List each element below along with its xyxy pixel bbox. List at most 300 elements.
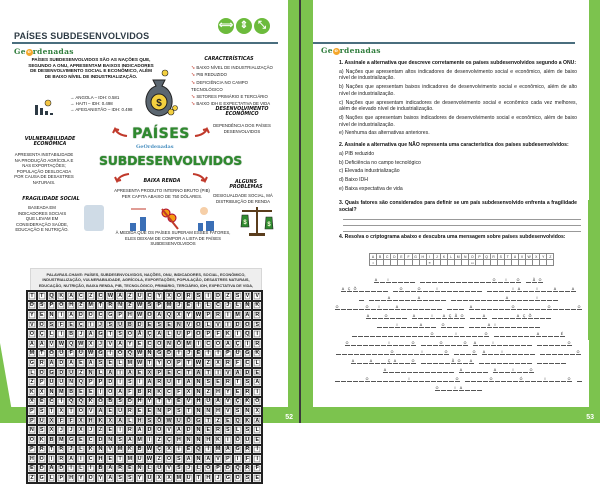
cryptogram-slot[interactable]: [401, 323, 406, 328]
word-search-cell[interactable]: X: [105, 416, 115, 426]
word-search-cell[interactable]: V: [105, 445, 115, 455]
word-search-cell[interactable]: Q: [66, 339, 76, 349]
word-search-cell[interactable]: E: [145, 320, 155, 330]
word-search-cell[interactable]: D: [96, 435, 106, 445]
cryptogram-slot[interactable]: [341, 305, 346, 310]
word-search-cell[interactable]: I: [56, 397, 66, 407]
cryptogram-slot[interactable]: [476, 314, 481, 319]
word-search-cell[interactable]: A: [66, 358, 76, 368]
answer-line[interactable]: [343, 219, 581, 220]
word-search-cell[interactable]: A: [37, 339, 47, 349]
word-search-cell[interactable]: M: [164, 301, 174, 311]
cryptogram-slot[interactable]: [353, 287, 358, 292]
cryptogram-slot[interactable]: [363, 341, 368, 346]
cryptogram-slot[interactable]: [436, 314, 441, 319]
cryptogram-slot[interactable]: [535, 323, 540, 328]
cryptogram-slot[interactable]: [546, 314, 551, 319]
word-search-cell[interactable]: O: [174, 291, 184, 301]
cryptogram-slot[interactable]: [503, 341, 508, 346]
cryptogram-slot[interactable]: [553, 287, 558, 292]
word-search-cell[interactable]: Y: [154, 291, 164, 301]
word-search-cell[interactable]: V: [164, 464, 174, 474]
cryptogram-slot[interactable]: [459, 386, 464, 391]
word-search-cell[interactable]: Z: [76, 301, 86, 311]
cryptogram-slot[interactable]: [359, 287, 364, 292]
cryptogram-slot[interactable]: [348, 350, 353, 355]
word-search-cell[interactable]: G: [243, 349, 253, 359]
cryptogram-slot[interactable]: [417, 296, 422, 301]
cryptogram-slot[interactable]: [471, 368, 476, 373]
word-search-cell[interactable]: W: [76, 339, 86, 349]
word-search-cell[interactable]: I: [203, 349, 213, 359]
word-search-cell[interactable]: C: [213, 301, 223, 311]
cipher-code[interactable]: [412, 260, 419, 266]
cryptogram-slot[interactable]: [405, 296, 410, 301]
word-search-cell[interactable]: A: [145, 377, 155, 387]
cryptogram-slot[interactable]: [419, 323, 424, 328]
word-search-cell[interactable]: A: [47, 464, 57, 474]
word-search-cell[interactable]: I: [213, 368, 223, 378]
word-search-cell[interactable]: S: [115, 473, 125, 483]
word-search-cell[interactable]: U: [243, 435, 253, 445]
cryptogram-slot[interactable]: [489, 377, 494, 382]
cryptogram-slot[interactable]: [418, 332, 423, 337]
cryptogram-slot[interactable]: [529, 323, 534, 328]
word-search-cell[interactable]: J: [96, 339, 106, 349]
cryptogram-slot[interactable]: [425, 377, 430, 382]
word-search-cell[interactable]: P: [164, 406, 174, 416]
word-search-cell[interactable]: R: [56, 454, 66, 464]
word-search-cell[interactable]: E: [76, 435, 86, 445]
option-a[interactable]: a) Nações que apresentam altos indicadores de desenvolvimento social e econômico, além de baixo nível de industrialização.: [339, 68, 577, 82]
cryptogram-slot[interactable]: [402, 350, 407, 355]
word-search-cell[interactable]: P: [27, 445, 37, 455]
word-search-cell[interactable]: A: [105, 464, 115, 474]
word-search-cell[interactable]: S: [252, 320, 262, 330]
option-b[interactable]: b) Nações que apresentam baixos indicadores de desenvolvimento social e econômico, além de alto nível de industrialização.: [339, 84, 577, 97]
cryptogram-slot[interactable]: [485, 341, 490, 346]
cryptogram-slot[interactable]: [505, 305, 510, 310]
word-search-cell[interactable]: J: [174, 301, 184, 311]
cryptogram-slot[interactable]: [465, 368, 470, 373]
word-search-cell[interactable]: I: [223, 310, 233, 320]
word-search-cell[interactable]: L: [27, 368, 37, 378]
cryptogram-slot[interactable]: [477, 377, 482, 382]
word-search-cell[interactable]: C: [96, 291, 106, 301]
word-search-cell[interactable]: M: [125, 454, 135, 464]
cryptogram-slot[interactable]: [354, 350, 359, 355]
word-search-cell[interactable]: O: [37, 454, 47, 464]
cryptogram-slot[interactable]: [475, 305, 480, 310]
word-search-cell[interactable]: I: [86, 320, 96, 330]
cryptogram-slot[interactable]: [561, 341, 566, 346]
word-search-cell[interactable]: E: [76, 358, 86, 368]
word-search-cell[interactable]: X: [27, 397, 37, 407]
word-search-cell[interactable]: T: [184, 358, 194, 368]
cryptogram-slot[interactable]: [481, 323, 486, 328]
word-search-cell[interactable]: R: [105, 301, 115, 311]
cryptogram-slot[interactable]: [377, 377, 382, 382]
cryptogram-slot[interactable]: [534, 314, 539, 319]
cryptogram-slot[interactable]: [394, 332, 399, 337]
word-search-cell[interactable]: I: [76, 454, 86, 464]
cryptogram-slot[interactable]: [417, 287, 422, 292]
cryptogram-slot[interactable]: [576, 350, 581, 355]
word-search-cell[interactable]: G: [66, 435, 76, 445]
word-search-cell[interactable]: N: [194, 454, 204, 464]
cryptogram-slot[interactable]: [389, 377, 394, 382]
cryptogram-slot[interactable]: [447, 323, 452, 328]
cryptogram-slot[interactable]: [535, 296, 540, 301]
cryptogram-slot[interactable]: [477, 287, 482, 292]
word-search-cell[interactable]: R: [243, 387, 253, 397]
word-search-cell[interactable]: A: [115, 291, 125, 301]
word-search-cell[interactable]: X: [174, 310, 184, 320]
cryptogram-slot[interactable]: [505, 296, 510, 301]
cryptogram-slot[interactable]: [465, 377, 470, 382]
word-search-cell[interactable]: I: [145, 435, 155, 445]
cryptogram-slot[interactable]: [383, 287, 388, 292]
cryptogram-slot[interactable]: [365, 377, 370, 382]
word-search-cell[interactable]: I: [252, 445, 262, 455]
cryptogram-slot[interactable]: [525, 377, 530, 382]
word-search-cell[interactable]: X: [164, 473, 174, 483]
word-search-cell[interactable]: I: [115, 377, 125, 387]
cryptogram-slot[interactable]: [486, 278, 491, 283]
word-search-cell[interactable]: Ç: [154, 445, 164, 455]
word-search-cell[interactable]: O: [56, 301, 66, 311]
word-search-cell[interactable]: G: [96, 329, 106, 339]
cryptogram-slot[interactable]: [445, 341, 450, 346]
cryptogram-slot[interactable]: [532, 278, 537, 283]
word-search-cell[interactable]: C: [145, 291, 155, 301]
word-search-cell[interactable]: N: [174, 320, 184, 330]
word-search-cell[interactable]: F: [66, 349, 76, 359]
cryptogram-slot[interactable]: [370, 332, 375, 337]
cryptogram-slot[interactable]: [454, 350, 459, 355]
word-search-cell[interactable]: H: [86, 416, 96, 426]
cryptogram-slot[interactable]: [431, 305, 436, 310]
cryptogram-slot[interactable]: [401, 377, 406, 382]
cryptogram-slot[interactable]: [513, 377, 518, 382]
cryptogram-slot[interactable]: [537, 377, 542, 382]
cryptogram-slot[interactable]: [460, 350, 465, 355]
cryptogram-slot[interactable]: [442, 314, 447, 319]
cryptogram-slot[interactable]: [537, 359, 542, 364]
word-search-cell[interactable]: L: [233, 425, 243, 435]
cryptogram-slot[interactable]: [453, 386, 458, 391]
cryptogram-slot[interactable]: [381, 341, 386, 346]
word-search-cell[interactable]: E: [164, 320, 174, 330]
cryptogram-slot[interactable]: [365, 305, 370, 310]
word-search-cell[interactable]: B: [125, 320, 135, 330]
cryptogram-slot[interactable]: [548, 332, 553, 337]
word-search-cell[interactable]: D: [56, 368, 66, 378]
word-search-cell[interactable]: V: [213, 320, 223, 330]
cryptogram-slot[interactable]: [441, 323, 446, 328]
word-search-cell[interactable]: F: [174, 387, 184, 397]
word-search-cell[interactable]: S: [145, 416, 155, 426]
word-search-cell[interactable]: Y: [223, 387, 233, 397]
word-search-cell[interactable]: W: [86, 349, 96, 359]
cryptogram-slot[interactable]: [484, 332, 489, 337]
cipher-code[interactable]: [540, 260, 547, 266]
cryptogram-slot[interactable]: [456, 278, 461, 283]
word-search-cell[interactable]: A: [125, 368, 135, 378]
cryptogram-slot[interactable]: [413, 305, 418, 310]
word-search-cell[interactable]: E: [233, 387, 243, 397]
word-search-cell[interactable]: Ç: [76, 320, 86, 330]
word-search-cell[interactable]: Z: [203, 387, 213, 397]
word-search-cell[interactable]: J: [184, 464, 194, 474]
cryptogram-slot[interactable]: [517, 368, 522, 373]
cryptogram-slot[interactable]: [538, 278, 543, 283]
cryptogram-slot[interactable]: [552, 350, 557, 355]
word-search-cell[interactable]: Õ: [184, 416, 194, 426]
cryptogram-slot[interactable]: [470, 314, 475, 319]
word-search-cell[interactable]: E: [125, 464, 135, 474]
word-search-cell[interactable]: N: [194, 425, 204, 435]
cryptogram-slot[interactable]: [347, 287, 352, 292]
cryptogram-slot[interactable]: [477, 386, 482, 391]
word-search-cell[interactable]: J: [223, 301, 233, 311]
word-search-cell[interactable]: S: [145, 301, 155, 311]
cryptogram-slot[interactable]: [498, 278, 503, 283]
word-search-cell[interactable]: T: [37, 291, 47, 301]
cipher-code[interactable]: [448, 260, 455, 266]
cryptogram-slot[interactable]: [511, 323, 516, 328]
word-search-cell[interactable]: R: [213, 425, 223, 435]
word-search-cell[interactable]: G: [194, 416, 204, 426]
word-search-cell[interactable]: T: [184, 406, 194, 416]
word-search-cell[interactable]: B: [96, 464, 106, 474]
word-search-cell[interactable]: A: [184, 454, 194, 464]
word-search-cell[interactable]: U: [135, 291, 145, 301]
word-search-cell[interactable]: K: [223, 329, 233, 339]
word-search-cell[interactable]: V: [213, 454, 223, 464]
word-search-cell[interactable]: Q: [164, 310, 174, 320]
cryptogram-slot[interactable]: [523, 287, 528, 292]
word-search-cell[interactable]: X: [47, 416, 57, 426]
word-search-cell[interactable]: H: [125, 310, 135, 320]
word-search-cell[interactable]: N: [115, 301, 125, 311]
cryptogram-slot[interactable]: [571, 305, 576, 310]
word-search-cell[interactable]: E: [135, 368, 145, 378]
word-search-cell[interactable]: R: [223, 358, 233, 368]
cryptogram-slot[interactable]: [395, 305, 400, 310]
word-search-cell[interactable]: N: [145, 349, 155, 359]
cryptogram-slot[interactable]: [431, 377, 436, 382]
word-search-cell[interactable]: R: [125, 425, 135, 435]
word-search-cell[interactable]: E: [66, 320, 76, 330]
cryptogram-slot[interactable]: [351, 359, 356, 364]
cryptogram-slot[interactable]: [504, 278, 509, 283]
cryptogram-slot[interactable]: [342, 350, 347, 355]
word-search-cell[interactable]: R: [243, 445, 253, 455]
word-search-cell[interactable]: N: [96, 445, 106, 455]
word-search-cell[interactable]: U: [37, 416, 47, 426]
word-search-cell[interactable]: X: [213, 358, 223, 368]
cryptogram-slot[interactable]: [404, 278, 409, 283]
word-search-cell[interactable]: H: [174, 435, 184, 445]
word-search-cell[interactable]: L: [115, 358, 125, 368]
word-search-cell[interactable]: K: [213, 435, 223, 445]
cryptogram-slot[interactable]: [399, 341, 404, 346]
cryptogram-slot[interactable]: [559, 305, 564, 310]
word-search-cell[interactable]: Z: [154, 454, 164, 464]
word-search-cell[interactable]: D: [125, 397, 135, 407]
word-search-cell[interactable]: V: [164, 425, 174, 435]
cryptogram-slot[interactable]: [441, 287, 446, 292]
word-search-cell[interactable]: H: [135, 397, 145, 407]
word-search-cell[interactable]: X: [154, 473, 164, 483]
word-search-cell[interactable]: Y: [27, 310, 37, 320]
cryptogram-slot[interactable]: [497, 359, 502, 364]
cryptogram-slot[interactable]: [528, 314, 533, 319]
cryptogram-slot[interactable]: [411, 341, 416, 346]
word-search-cell[interactable]: U: [115, 320, 125, 330]
word-search-cell[interactable]: S: [223, 425, 233, 435]
cryptogram-slot[interactable]: [565, 305, 570, 310]
word-search-cell[interactable]: V: [86, 406, 96, 416]
cryptogram-slot[interactable]: [567, 377, 572, 382]
cryptogram-slot[interactable]: [561, 377, 566, 382]
cryptogram-slot[interactable]: [469, 359, 474, 364]
word-search-cell[interactable]: K: [86, 445, 96, 455]
cryptogram-slot[interactable]: [429, 296, 434, 301]
word-search-cell[interactable]: W: [56, 339, 66, 349]
cryptogram-slot[interactable]: [336, 350, 341, 355]
cryptogram-slot[interactable]: [511, 305, 516, 310]
word-search-cell[interactable]: V: [27, 320, 37, 330]
cryptogram-slot[interactable]: [375, 341, 380, 346]
cryptogram-slot[interactable]: [518, 332, 523, 337]
cryptogram-slot[interactable]: [570, 350, 575, 355]
cryptogram-slot[interactable]: [517, 305, 522, 310]
cryptogram-slot[interactable]: [424, 332, 429, 337]
word-search-cell[interactable]: T: [47, 406, 57, 416]
word-search-cell[interactable]: R: [243, 464, 253, 474]
option-c[interactable]: c) Elevada industrialização: [339, 168, 400, 175]
cryptogram-slot[interactable]: [449, 377, 454, 382]
word-search-cell[interactable]: J: [66, 445, 76, 455]
word-search-cell[interactable]: G: [37, 473, 47, 483]
cryptogram-slot[interactable]: [365, 287, 370, 292]
cryptogram-slot[interactable]: [389, 323, 394, 328]
cryptogram-slot[interactable]: [432, 350, 437, 355]
word-search-cell[interactable]: H: [194, 397, 204, 407]
word-search-cell[interactable]: I: [66, 464, 76, 474]
cryptogram-slot[interactable]: [444, 278, 449, 283]
word-search-cell[interactable]: M: [56, 387, 66, 397]
word-search-cell[interactable]: R: [223, 377, 233, 387]
word-search-cell[interactable]: Q: [76, 377, 86, 387]
cryptogram-slot[interactable]: [395, 368, 400, 373]
word-search-cell[interactable]: U: [56, 349, 66, 359]
word-search-cell[interactable]: Ç: [37, 329, 47, 339]
cryptogram-slot[interactable]: [383, 323, 388, 328]
word-search-cell[interactable]: M: [125, 358, 135, 368]
word-search-cell[interactable]: E: [194, 349, 204, 359]
word-search-cell[interactable]: O: [86, 310, 96, 320]
cryptogram-slot[interactable]: [435, 287, 440, 292]
up-down-arrow-icon[interactable]: ⇕: [236, 18, 252, 34]
word-search-cell[interactable]: U: [154, 464, 164, 474]
word-search-cell[interactable]: K: [243, 416, 253, 426]
cryptogram-slot[interactable]: [401, 368, 406, 373]
word-search-cell[interactable]: O: [47, 349, 57, 359]
option-e[interactable]: e) Baixa expectativa de vida: [339, 185, 403, 192]
word-search-cell[interactable]: N: [47, 387, 57, 397]
word-search-cell[interactable]: C: [96, 310, 106, 320]
word-search-cell[interactable]: F: [213, 329, 223, 339]
word-search-cell[interactable]: W: [164, 416, 174, 426]
cryptogram-slot[interactable]: [478, 332, 483, 337]
answer-line[interactable]: [343, 231, 581, 232]
word-search-cell[interactable]: G: [223, 473, 233, 483]
word-search-cell[interactable]: A: [223, 445, 233, 455]
word-search-cell[interactable]: R: [56, 445, 66, 455]
word-search-cell[interactable]: Z: [203, 358, 213, 368]
word-search-cell[interactable]: D: [76, 310, 86, 320]
word-search-cell[interactable]: S: [243, 425, 253, 435]
word-search-cell[interactable]: R: [252, 310, 262, 320]
word-search-cell[interactable]: U: [184, 473, 194, 483]
word-search-cell[interactable]: I: [135, 377, 145, 387]
cryptogram-slot[interactable]: [413, 377, 418, 382]
cryptogram-slot[interactable]: [479, 341, 484, 346]
word-search-cell[interactable]: A: [252, 416, 262, 426]
word-search-cell[interactable]: T: [203, 416, 213, 426]
word-search-cell[interactable]: Z: [213, 416, 223, 426]
word-search-cell[interactable]: F: [56, 320, 66, 330]
cryptogram-slot[interactable]: [571, 287, 576, 292]
word-search-cell[interactable]: P: [86, 377, 96, 387]
cryptogram-slot[interactable]: [531, 377, 536, 382]
cipher-code[interactable]: [405, 260, 412, 266]
cryptogram-slot[interactable]: [549, 377, 554, 382]
word-search-cell[interactable]: Ç: [233, 397, 243, 407]
word-search-cell[interactable]: A: [174, 425, 184, 435]
cryptogram-slot[interactable]: [459, 287, 464, 292]
word-search-cell[interactable]: H: [66, 301, 76, 311]
word-search-cell[interactable]: I: [47, 454, 57, 464]
cryptogram-slot[interactable]: [413, 368, 418, 373]
word-search-cell[interactable]: P: [47, 301, 57, 311]
cryptogram-slot[interactable]: [396, 314, 401, 319]
cryptogram-slot[interactable]: [524, 350, 529, 355]
word-search-cell[interactable]: Â: [135, 329, 145, 339]
cipher-code[interactable]: [419, 260, 426, 266]
cryptogram-slot[interactable]: [459, 305, 464, 310]
cryptogram-slot[interactable]: [469, 296, 474, 301]
cryptogram-slot[interactable]: [529, 368, 534, 373]
cryptogram-slot[interactable]: [522, 314, 527, 319]
cryptogram-slot[interactable]: [383, 377, 388, 382]
word-search-cell[interactable]: L: [125, 416, 135, 426]
word-search-cell[interactable]: I: [96, 387, 106, 397]
cryptogram-slot[interactable]: [523, 323, 528, 328]
word-search-cell[interactable]: T: [96, 301, 106, 311]
cryptogram-slot[interactable]: [472, 332, 477, 337]
cryptogram-slot[interactable]: [451, 341, 456, 346]
cryptogram-slot[interactable]: [567, 341, 572, 346]
cryptogram-slot[interactable]: [430, 314, 435, 319]
cryptogram-slot[interactable]: [386, 278, 391, 283]
cryptogram-slot[interactable]: [360, 350, 365, 355]
word-search-cell[interactable]: G: [27, 358, 37, 368]
word-search-cell[interactable]: Q: [233, 416, 243, 426]
